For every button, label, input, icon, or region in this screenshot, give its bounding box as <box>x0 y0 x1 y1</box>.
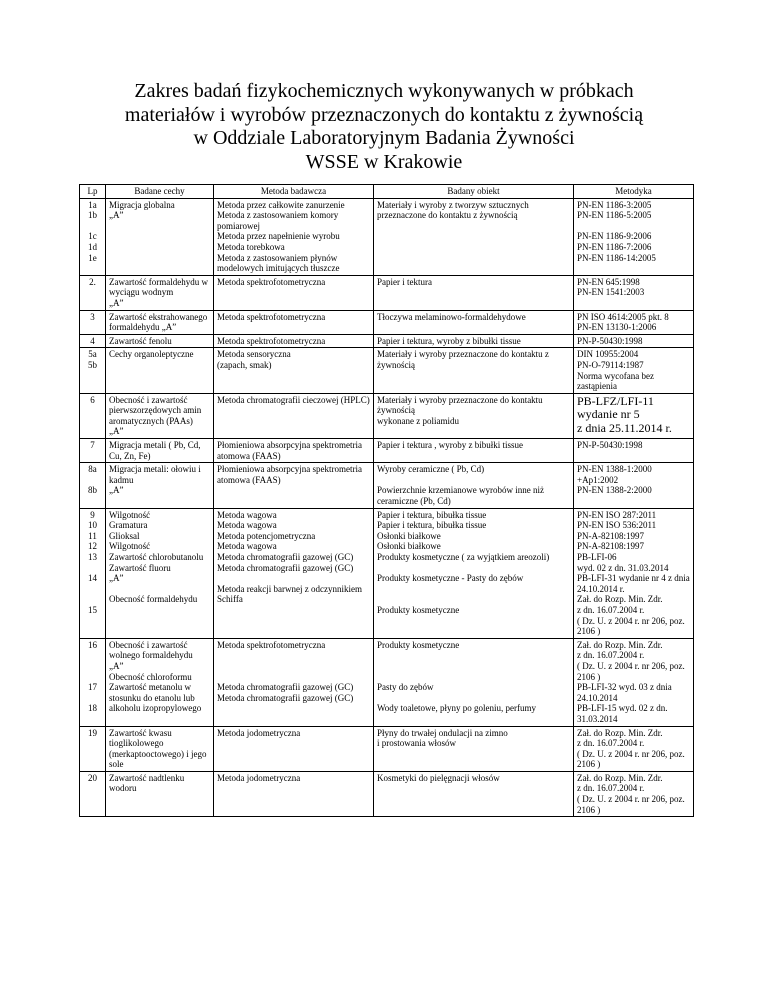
cell-line: z dn. 16.07.2004 r. <box>577 783 645 794</box>
cell-lp <box>80 334 106 348</box>
cell-line: 20 <box>88 772 97 783</box>
cell-line: 8a <box>88 464 97 475</box>
cell-line: ( Dz. U. z 2004 r. nr 206, poz. 2106 ) <box>577 748 685 770</box>
cell-lp <box>80 771 106 816</box>
table-row <box>80 310 694 334</box>
cell-line <box>377 584 570 595</box>
cell-badane-cechy <box>106 334 214 348</box>
cell-badane-cechy <box>106 275 214 310</box>
cell-badany-obiekt <box>374 198 574 275</box>
cell-line <box>377 650 570 661</box>
cell-line: Metoda z zastosowaniem płynów modelowych imitujących tłuszcze <box>217 252 340 274</box>
cell-line: Papier i tektura, bibułka tissue <box>377 520 487 531</box>
cell-line: Produkty kosmetyczne - Pasty do zębów <box>377 573 524 584</box>
cell-line: Produkty kosmetyczne ( za wyjątkiem areozoli) <box>377 552 550 562</box>
table-row <box>80 348 694 393</box>
cell-line: PN-EN 1186-3:2005 <box>577 199 652 210</box>
cell-line <box>377 661 570 672</box>
cell-line: Metoda wagowa <box>217 520 277 531</box>
cell-line: Osłonki białkowe <box>377 541 441 552</box>
cell-line <box>83 584 102 595</box>
cell-line: Zawartość metanolu w stosunku do etanolu lub alkoholu izopropylowego <box>109 682 202 714</box>
cell-badane-cechy <box>106 771 214 816</box>
cell-line: PB-LFI-31 wydanie nr 4 z dnia 24.10.2014 r. <box>577 573 690 594</box>
table-body <box>80 198 694 817</box>
cell-line: PN-EN 1186-9:2006 <box>577 231 652 242</box>
cell-line: 17 <box>88 682 97 693</box>
cell-lp <box>80 463 106 508</box>
header-metodyka: Metodyka <box>574 185 694 199</box>
cell-metoda-badawcza <box>214 638 374 726</box>
cell-line: Migracja metali: ołowiu i kadmu <box>109 464 201 485</box>
cell-line: 1c <box>88 231 97 242</box>
header-badany-obiekt: Badany obiekt <box>374 185 574 199</box>
cell-badany-obiekt <box>374 348 574 393</box>
cell-line: Norma wycofana bez zastąpienia <box>577 370 654 392</box>
cell-line: ( Dz. U. z 2004 r. nr 206, poz. 2106 ) <box>577 615 685 637</box>
cell-line: Materiały i wyroby przeznaczone do kontaktu z żywnością <box>377 349 549 370</box>
cell-line: Metoda przez napełnienie wyrobu <box>217 231 340 242</box>
cell-line: Metoda chromatografii gazowej (GC) <box>217 552 354 562</box>
cell-metoda-badawcza <box>214 310 374 334</box>
cell-line: 3 <box>90 311 95 322</box>
cell-metodyka <box>574 508 694 638</box>
cell-badane-cechy <box>106 726 214 771</box>
cell-lp <box>80 439 106 463</box>
header-badane-cechy: Badane cechy <box>106 185 214 199</box>
cell-line: 13 <box>88 552 97 562</box>
cell-line: +Ap1:2002 <box>577 474 619 485</box>
cell-line <box>377 594 570 605</box>
cell-line: PB-LFI-15 wyd. 02 z dn. 31.03.2014 <box>577 703 668 724</box>
cell-line: Produkty kosmetyczne <box>377 639 460 650</box>
cell-badane-cechy <box>106 463 214 508</box>
title-line: w Oddziale Laboratoryjnym Badania Żywności <box>193 127 575 149</box>
cell-line: Płomieniowa absorpcyjna spektrometria atomowa (FAAS) <box>217 440 362 461</box>
scope-table <box>79 184 694 817</box>
cell-line: 18 <box>88 703 97 714</box>
cell-line: 1e <box>88 252 97 263</box>
cell-line: 11 <box>88 530 97 541</box>
cell-line: Zawartość kwasu tioglikolowego (merkaptooctowego) i jego sole <box>109 727 207 770</box>
cell-badane-cechy <box>106 393 214 438</box>
cell-lp <box>80 275 106 310</box>
cell-line: Płyny do trwałej ondulacji na zimno <box>377 727 508 738</box>
cell-line: 5b <box>88 359 97 370</box>
cell-metodyka <box>574 463 694 508</box>
header-metoda-badawcza: Metoda badawcza <box>214 185 374 199</box>
cell-line: PN-P-50430:1998 <box>577 335 643 346</box>
cell-line <box>377 563 570 574</box>
cell-line: Zawartość fenolu <box>109 335 172 346</box>
cell-line: PN-A-82108:1997 <box>577 530 644 541</box>
cell-line: Obecność chloroformu <box>109 671 192 682</box>
cell-line <box>217 661 370 672</box>
cell-lp <box>80 393 106 438</box>
cell-line: PN-EN 13130-1:2006 <box>577 322 657 333</box>
cell-badany-obiekt <box>374 275 574 310</box>
cell-line: (zapach, smak) <box>217 359 272 370</box>
cell-metoda-badawcza <box>214 348 374 393</box>
cell-line: Metoda z zastosowaniem komory pomiarowej <box>217 210 339 231</box>
cell-badany-obiekt <box>374 638 574 726</box>
cell-line <box>83 693 102 704</box>
cell-metoda-badawcza <box>214 334 374 348</box>
cell-line: „A” <box>109 297 124 308</box>
cell-line: 15 <box>88 604 97 615</box>
cell-line: Migracja metali ( Pb, Cd, Cu, Zn, Fe) <box>109 440 201 461</box>
cell-line: PN-EN 1186-14:2005 <box>577 252 656 263</box>
cell-line: Papier i tektura <box>377 276 432 287</box>
cell-line <box>217 650 370 661</box>
cell-line: z dn. 16.07.2004 r. <box>577 604 645 615</box>
cell-metodyka <box>574 638 694 726</box>
cell-line: Metoda chromatografii cieczowej (HPLC) <box>217 394 370 405</box>
cell-line: 12 <box>88 541 97 552</box>
cell-metodyka <box>574 275 694 310</box>
cell-line: PB-LFI-32 wyd. 03 z dnia 24.10.2014 <box>577 682 672 703</box>
cell-line: PN-EN 1388-1:2000 <box>577 464 652 475</box>
cell-line: Papier i tektura, wyroby z bibułki tissue <box>377 335 521 346</box>
cell-line: Metoda sensoryczna <box>217 349 291 360</box>
cell-line: Obecność formaldehydu <box>109 594 198 605</box>
cell-metodyka <box>574 439 694 463</box>
cell-lp <box>80 348 106 393</box>
cell-metodyka <box>574 726 694 771</box>
cell-metodyka <box>574 198 694 275</box>
cell-line <box>109 584 210 595</box>
cell-line: Wody toaletowe, płyny po goleniu, perfumy <box>377 703 536 714</box>
cell-badane-cechy <box>106 348 214 393</box>
table-row <box>80 463 694 508</box>
cell-lp <box>80 508 106 638</box>
cell-line: Zał. do Rozp. Min. Zdr. <box>577 727 663 738</box>
cell-line: Kosmetyki do pielęgnacji włosów <box>377 772 500 783</box>
cell-line: Papier i tektura, bibułka tissue <box>377 509 487 520</box>
cell-line: Gramatura <box>109 520 148 531</box>
cell-badany-obiekt <box>374 310 574 334</box>
cell-line: 4 <box>90 335 95 346</box>
cell-line: PN-EN 1541:2003 <box>577 287 645 298</box>
cell-line: Cechy organoleptyczne <box>109 349 194 360</box>
cell-line: 1d <box>88 241 97 252</box>
cell-metodyka <box>574 348 694 393</box>
cell-line: „A” <box>109 660 124 671</box>
cell-metodyka <box>574 771 694 816</box>
cell-badane-cechy <box>106 310 214 334</box>
cell-lp <box>80 638 106 726</box>
cell-badany-obiekt <box>374 726 574 771</box>
cell-line: Metoda jodometryczna <box>217 772 301 783</box>
cell-line: PN-EN ISO 287:2011 <box>577 509 657 520</box>
table-row <box>80 439 694 463</box>
cell-line: PN-EN 645:1998 <box>577 276 640 287</box>
cell-line: z dnia 25.11.2014 r. <box>577 420 672 435</box>
cell-line: 2. <box>89 276 96 287</box>
cell-line: Materiały i wyroby przeznaczone do kontaktu żywnością <box>377 394 543 416</box>
cell-metodyka <box>574 334 694 348</box>
cell-line: 10 <box>88 520 97 531</box>
cell-line: PN-O-79114:1987 <box>577 359 644 370</box>
cell-line <box>377 475 570 486</box>
cell-line <box>217 573 370 584</box>
cell-line: Metoda wagowa <box>217 509 277 520</box>
cell-line <box>83 475 102 486</box>
cell-line: Produkty kosmetyczne <box>377 604 460 615</box>
cell-line: Metoda przez całkowite zanurzenie <box>217 199 345 210</box>
cell-line: Osłonki białkowe <box>377 530 441 541</box>
cell-line: 8b <box>88 485 97 496</box>
cell-badany-obiekt <box>374 439 574 463</box>
cell-line: i prostowania włosów <box>377 738 456 749</box>
cell-line: Obecność i zawartość wolnego formaldehydu <box>109 639 193 661</box>
cell-line: 5a <box>88 349 97 360</box>
cell-line: Metoda spektrofotometryczna <box>217 311 326 322</box>
cell-line: Tłoczywa melaminowo-formaldehydowe <box>377 311 526 322</box>
table-row <box>80 198 694 275</box>
cell-metoda-badawcza <box>214 439 374 463</box>
table-row <box>80 334 694 348</box>
cell-line: Wyroby ceramiczne ( Pb, Cd) <box>377 464 485 475</box>
cell-line: 6 <box>90 394 95 405</box>
cell-metoda-badawcza <box>214 198 374 275</box>
cell-badane-cechy <box>106 198 214 275</box>
cell-line: PB-LFZ/LFI-11 wydanie nr 5 <box>577 393 654 422</box>
cell-line: wykonane z poliamidu <box>377 415 459 426</box>
cell-line <box>577 221 690 232</box>
cell-metoda-badawcza <box>214 771 374 816</box>
cell-line: Zał. do Rozp. Min. Zdr. <box>577 594 663 605</box>
cell-badane-cechy <box>106 638 214 726</box>
cell-line: Zawartość chlorobutanolu <box>109 552 204 562</box>
cell-badany-obiekt <box>374 393 574 438</box>
title-line: Zakres badań fizykochemicznych wykonywanych w próbkach <box>134 80 634 102</box>
cell-badane-cechy <box>106 439 214 463</box>
cell-metoda-badawcza <box>214 726 374 771</box>
title-line: WSSE w Krakowie <box>305 150 463 173</box>
cell-metoda-badawcza <box>214 393 374 438</box>
cell-line: PN-EN ISO 536:2011 <box>577 520 657 531</box>
cell-line: „A” <box>109 485 124 496</box>
cell-line: z dn. 16.07.2004 r. <box>577 738 645 749</box>
cell-lp <box>80 726 106 771</box>
cell-line: 14 <box>88 573 97 584</box>
cell-line: Powierzchnie krzemianowe wyrobów inne niż ceramiczne (Pb, Cd) <box>377 485 544 507</box>
cell-line: Metoda chromatografii gazowej (GC) <box>217 562 354 573</box>
cell-line: Zał. do Rozp. Min. Zdr. <box>577 639 663 650</box>
cell-line: ( Dz. U. z 2004 r. nr 206, poz. 2106 ) <box>577 794 685 815</box>
cell-badany-obiekt <box>374 334 574 348</box>
cell-metoda-badawcza <box>214 508 374 638</box>
cell-line <box>83 661 102 672</box>
cell-line <box>83 650 102 661</box>
cell-line: „A” <box>109 573 124 584</box>
cell-line: Metoda spektrofotometryczna <box>217 639 326 650</box>
cell-line: Płomieniowa absorpcyjna spektrometria atomowa (FAAS) <box>217 464 362 485</box>
cell-line: Obecność i zawartość pierwszorzędowych amin aromatycznych (PAAs) <box>109 394 202 426</box>
cell-metoda-badawcza <box>214 275 374 310</box>
cell-line: PN-A-82108:1997 <box>577 541 644 552</box>
cell-line: 1b <box>88 210 97 221</box>
cell-line: Glioksal <box>109 530 140 541</box>
cell-line: DIN 10955:2004 <box>577 349 639 360</box>
cell-line: Wilgotność <box>109 509 151 520</box>
cell-line: „A” <box>109 210 124 221</box>
table-row <box>80 638 694 726</box>
cell-line: 19 <box>88 727 97 738</box>
cell-line: Metoda spektrofotometryczna <box>217 276 326 287</box>
cell-line: 7 <box>90 440 95 451</box>
cell-line: Metoda chromatografii gazowej (GC) <box>217 682 354 693</box>
cell-line: Zał. do Rozp. Min. Zdr. <box>577 772 663 783</box>
cell-line: „A” <box>109 426 124 437</box>
title-line: materiałów i wyrobów przeznaczonych do kontaktu z żywnością <box>124 103 644 126</box>
cell-line: z dn. 16.07.2004 r. <box>577 650 645 661</box>
cell-badany-obiekt <box>374 508 574 638</box>
document-title <box>0 80 768 174</box>
cell-line <box>83 221 102 232</box>
cell-line: Zawartość formaldehydu w wyciągu wodnym <box>109 276 208 298</box>
cell-line: Pasty do zębów <box>377 682 434 693</box>
cell-line: Metoda reakcji barwnej z odczynnikiem Schiffa <box>217 583 362 605</box>
table-row <box>80 275 694 310</box>
cell-line: Zawartość ekstrahowanego formaldehydu „A” <box>109 311 208 333</box>
cell-line: Materiały i wyroby z tworzyw sztucznych przeznaczone do kontaktu z żywnością <box>377 199 529 221</box>
table-header-row <box>80 185 694 199</box>
cell-line <box>83 594 102 605</box>
cell-line <box>377 693 570 704</box>
cell-line: PN-P-50430:1998 <box>577 440 643 451</box>
cell-line: PB-LFI-06 <box>577 552 617 562</box>
cell-line: Metoda chromatografii gazowej (GC) <box>217 692 354 703</box>
cell-line: Wilgotność <box>109 541 151 552</box>
cell-line: 9 <box>90 509 95 520</box>
table-row <box>80 726 694 771</box>
cell-line: PN-EN 1388-2:2000 <box>577 485 652 496</box>
cell-metodyka <box>574 310 694 334</box>
cell-line: Metoda wagowa <box>217 541 277 552</box>
cell-line: wyd. 02 z dn. 31.03.2014 <box>577 562 669 573</box>
cell-line: Papier i tektura , wyroby z bibułki tissue <box>377 440 523 451</box>
cell-badany-obiekt <box>374 771 574 816</box>
cell-line: Metoda spektrofotometryczna <box>217 335 326 346</box>
cell-line: 1a <box>88 199 97 210</box>
cell-badany-obiekt <box>374 463 574 508</box>
cell-lp <box>80 198 106 275</box>
cell-line: Migracja globalna <box>109 199 175 210</box>
cell-line: Zawartość nadtlenku wodoru <box>109 772 185 794</box>
cell-line: Metoda torebkowa <box>217 241 285 252</box>
cell-line <box>217 672 370 683</box>
cell-line: PN-EN 1186-5:2005 <box>577 210 652 221</box>
cell-line: Metoda potencjometryczna <box>217 530 316 541</box>
cell-line <box>83 672 102 683</box>
cell-metodyka <box>574 393 694 438</box>
table-row <box>80 771 694 816</box>
cell-line <box>83 563 102 574</box>
cell-line: 16 <box>88 639 97 650</box>
cell-line: PN ISO 4614:2005 pkt. 8 <box>577 311 669 322</box>
cell-line: Metoda jodometryczna <box>217 727 301 738</box>
cell-line <box>377 672 570 683</box>
cell-badane-cechy <box>106 508 214 638</box>
table-row <box>80 508 694 638</box>
cell-line: ( Dz. U. z 2004 r. nr 206, poz. 2106 ) <box>577 660 685 682</box>
cell-metoda-badawcza <box>214 463 374 508</box>
cell-lp <box>80 310 106 334</box>
header-lp: Lp <box>80 185 106 199</box>
table-row <box>80 393 694 438</box>
cell-line: PN-EN 1186-7:2006 <box>577 241 652 252</box>
cell-line: Zawartość fluoru <box>109 562 171 573</box>
